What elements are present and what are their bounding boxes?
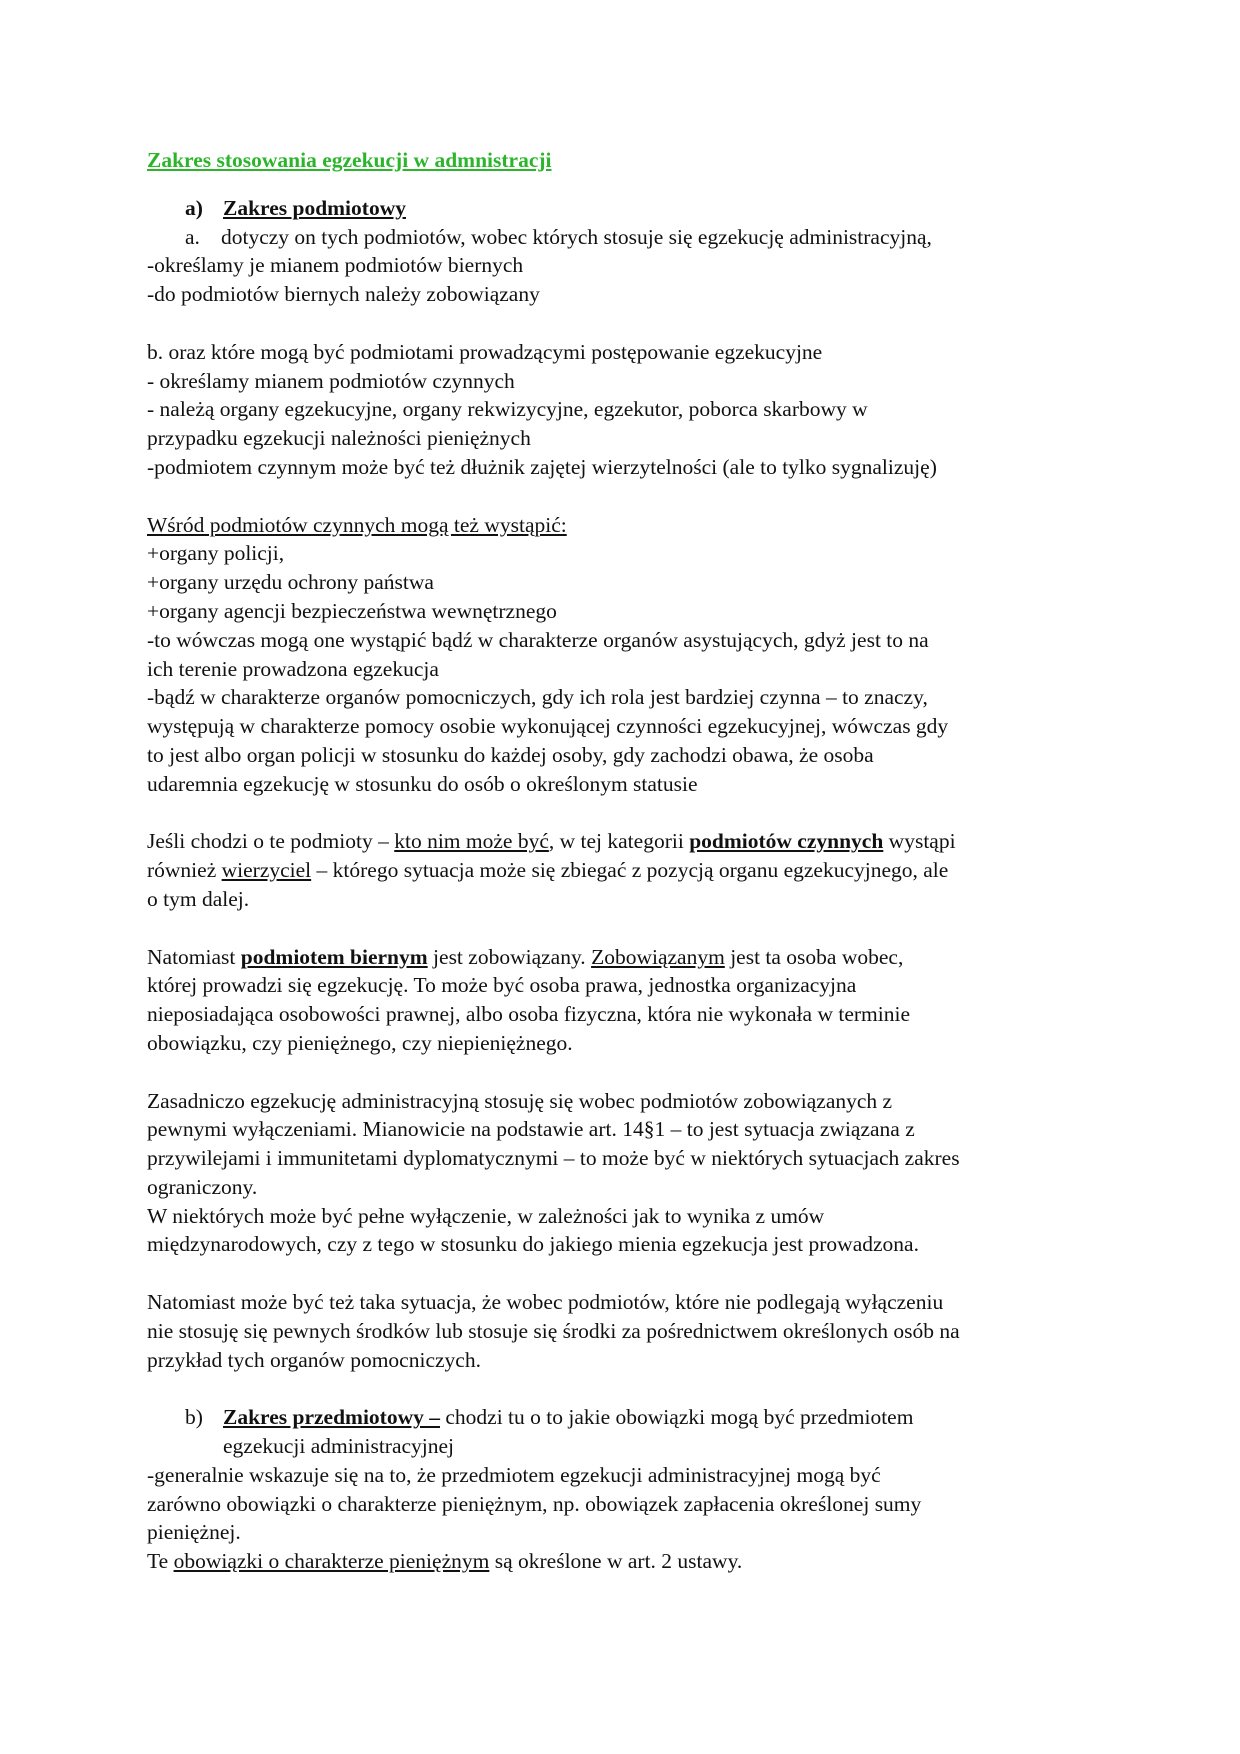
text-line: międzynarodowych, czy z tego w stosunku do jakiego mienia egzekucja jest prowadzona. (147, 1232, 919, 1257)
text-run: wystąpi (883, 829, 956, 854)
text-line: nieposiadająca osobowości prawnej, albo osoba fizyczna, która nie wykonała w terminie (147, 1002, 910, 1027)
paragraph-line (147, 943, 1097, 972)
section-b-title: Zakres przedmiotowy – (223, 1405, 440, 1430)
text-run: chodzi tu o to jakie obowiązki mogą być przedmiotem (439, 1405, 914, 1430)
underlined-run: kto nim może być (394, 829, 549, 854)
text-line: przywilejami i immunitetami dyplomatycznymi – to może być w niektórych sytuacjach zakres (147, 1146, 960, 1171)
paragraph-line (147, 856, 1097, 885)
text-line: +organy policji, (147, 541, 285, 566)
section-a-subpoint (147, 223, 1097, 252)
section-b-heading (147, 1403, 1097, 1461)
section-a-label: a) (185, 195, 203, 220)
text-line: zarówno obowiązki o charakterze pieniężnym, np. obowiązek zapłacenia określonej sumy (147, 1491, 922, 1516)
text-run: są określone w art. 2 ustawy. (489, 1549, 743, 1574)
text-line: przypadku egzekucji należności pieniężnych (147, 426, 531, 451)
section-b-label: b) (185, 1405, 203, 1430)
text-run: Te (147, 1549, 174, 1574)
text-line: -do podmiotów biernych należy zobowiązany (147, 282, 540, 307)
text-run: jest ta osoba wobec, (724, 944, 904, 969)
text-line: Zasadniczo egzekucję administracyjną stosuję się wobec podmiotów zobowiązanych z (147, 1088, 893, 1113)
text-line: obowiązku, czy pieniężnego, czy niepieniężnego. (147, 1030, 573, 1055)
text-line: ograniczony. (147, 1174, 258, 1199)
text-line: o tym dalej. (147, 886, 250, 911)
text-run: Natomiast (147, 944, 241, 969)
text-run: – którego sytuacja może się zbiegać z pozycją organu egzekucyjnego, ale (311, 858, 949, 883)
text-line: której prowadzi się egzekucję. To może być osoba prawa, jednostka organizacyjna (147, 973, 857, 998)
section-a-title: Zakres podmiotowy (223, 195, 406, 220)
paragraph-line (147, 1547, 1097, 1576)
text-run: również (147, 858, 222, 883)
text-line: -to wówczas mogą one wystąpić bądź w charakterze organów asystujących, gdyż jest to na (147, 627, 929, 652)
text-line: -bądź w charakterze organów pomocniczych, gdy ich rola jest bardziej czynna – to znaczy, (147, 685, 928, 710)
text-line: to jest albo organ policji w stosunku do każdej osoby, gdy zachodzi obawa, że osoba (147, 742, 874, 767)
subpoint-label: a. (185, 224, 200, 249)
text-line: pieniężnej. (147, 1520, 241, 1545)
underlined-run: obowiązki o charakterze pieniężnym (173, 1549, 490, 1574)
paragraph-line (147, 827, 1097, 856)
underlined-run: wierzyciel (221, 858, 312, 883)
text-line: udaremnia egzekucję w stosunku do osób o określonym statusie (147, 771, 698, 796)
text-line: +organy urzędu ochrony państwa (147, 570, 434, 595)
subpoint-text: dotyczy on tych podmiotów, wobec których stosuje się egzekucję administracyjną, (221, 224, 932, 249)
document-title: Zakres stosowania egzekucji w admnistracji (147, 148, 552, 172)
text-line: przykład tych organów pomocniczych. (147, 1347, 481, 1372)
section-b-text (223, 1403, 913, 1461)
text-line: - określamy mianem podmiotów czynnych (147, 368, 515, 393)
text-line: pewnymi wyłączeniami. Mianowicie na podstawie art. 14§1 – to jest sytuacja związana z (147, 1117, 915, 1142)
subheading: Wśród podmiotów czynnych mogą też wystąpić: (147, 512, 567, 537)
section-a-heading (147, 194, 1097, 223)
text-run: Jeśli chodzi o te podmioty – (147, 829, 395, 854)
text-run: , w tej kategorii (548, 829, 690, 854)
text-line: +organy agencji bezpieczeństwa wewnętrznego (147, 598, 557, 623)
text-line: -podmiotem czynnym może być też dłużnik zajętej wierzytelności (ale to tylko sygnalizuję) (147, 454, 937, 479)
text-line: b. oraz które mogą być podmiotami prowadzącymi postępowanie egzekucyjne (147, 339, 823, 364)
document-page (147, 146, 1097, 1576)
underlined-run: Zobowiązanym (591, 944, 725, 969)
text-run: egzekucji administracyjnej (223, 1434, 455, 1459)
text-line: Natomiast może być też taka sytuacja, że wobec podmiotów, które nie podlegają wyłączeniu (147, 1290, 944, 1315)
text-run: jest zobowiązany. (427, 944, 592, 969)
text-line: W niektórych może być pełne wyłączenie, w zależności jak to wynika z umów (147, 1203, 825, 1228)
text-line: ich terenie prowadzona egzekucja (147, 656, 439, 681)
text-line: występują w charakterze pomocy osobie wykonującej czynności egzekucyjnej, wówczas gdy (147, 714, 949, 739)
bold-underlined-run: podmiotem biernym (240, 944, 428, 969)
bold-underlined-run: podmiotów czynnych (689, 829, 884, 854)
text-line: nie stosuję się pewnych środków lub stosuje się środki za pośrednictwem określonych osób na (147, 1318, 960, 1343)
text-line: -generalnie wskazuje się na to, że przedmiotem egzekucji administracyjnej mogą być (147, 1462, 881, 1487)
text-line: - należą organy egzekucyjne, organy rekwizycyjne, egzekutor, poborca skarbowy w (147, 397, 868, 422)
text-line: -określamy je mianem podmiotów biernych (147, 253, 524, 278)
